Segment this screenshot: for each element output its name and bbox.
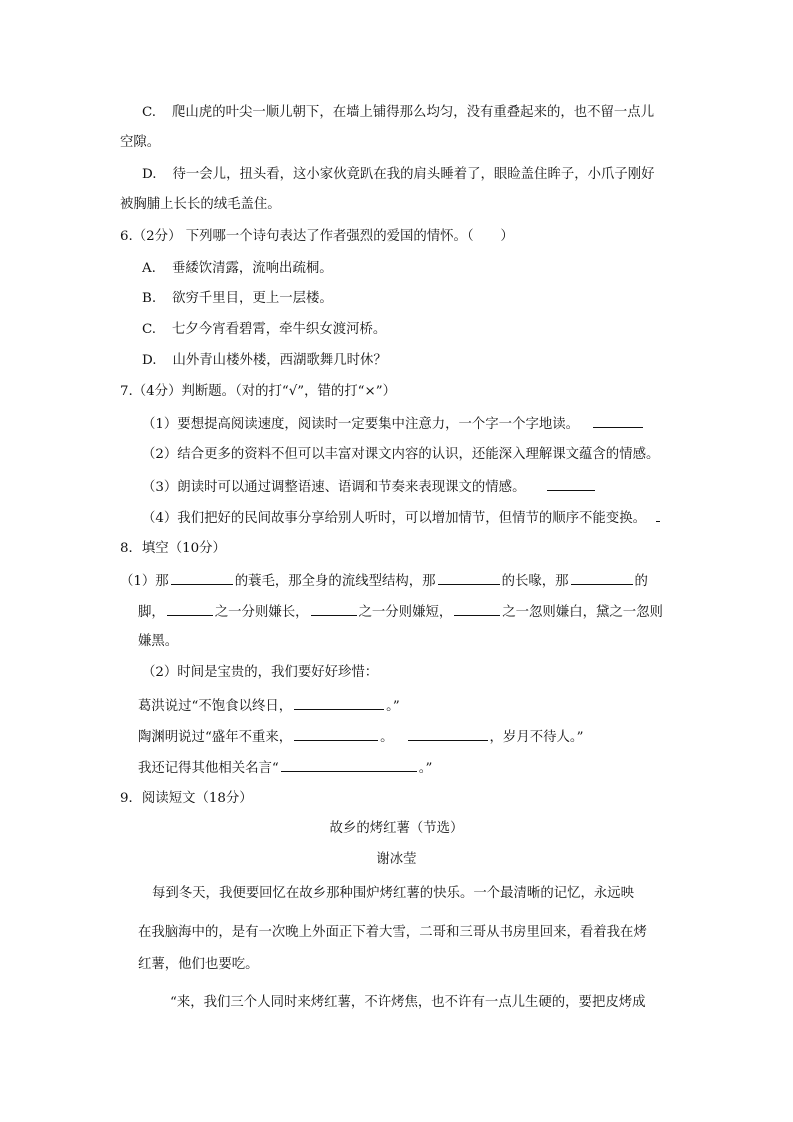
answer-blank[interactable]	[294, 696, 384, 710]
q7-item-3: （3）朗读时可以通过调整语速、语调和节奏来表现课文的情感。	[142, 477, 597, 497]
q7-item-2: （2）结合更多的资料不但可以丰富对课文内容的认识，还能深入理解课文蕴含的情感。	[142, 447, 660, 462]
q5-option-d: D. 待一会儿，扭头看，这小家伙竟趴在我的肩头睡着了，眼睑盖住眸子，小爪子刚好	[142, 167, 655, 182]
passage-author: 谢冰莹	[376, 852, 417, 867]
answer-blank[interactable]	[171, 571, 233, 585]
q8-p2-intro: （2）时间是宝贵的，我们要好好珍惜：	[142, 665, 379, 680]
passage-para1-line1: 每到冬天，我便要回忆在故乡那种围炉烤红薯的快乐。一个最清晰的记忆，永远映	[152, 886, 635, 901]
answer-blank[interactable]	[571, 571, 633, 585]
q9-stem: 9．阅读短文（18分）	[120, 791, 253, 806]
q8-p2-taoyuanming: 陶渊明说过“盛年不重来， 。 ，岁月不待人。”	[138, 727, 583, 747]
q7-item-1: （1）要想提高阅读速度，阅读时一定要集中注意力，一个字一个字地读。	[142, 414, 645, 434]
q5-option-d-cont: 被胸脯上长长的绒毛盖住。	[120, 197, 281, 212]
answer-blank[interactable]	[454, 602, 500, 616]
answer-blank[interactable]	[438, 571, 500, 585]
q6-option-a: A. 垂緌饮清露，流响出疏桐。	[142, 261, 333, 276]
q6-stem: 6.（2分） 下列哪一个诗句表达了作者强烈的爱国的情怀。（ ）	[120, 229, 514, 244]
q8-p1-line3: 嫌黑。	[138, 634, 179, 649]
answer-blank[interactable]	[547, 477, 595, 491]
answer-blank[interactable]	[311, 602, 357, 616]
q6-option-c: C. 七夕今宵看碧霄，牵牛织女渡河桥。	[142, 322, 387, 337]
answer-blank[interactable]	[656, 508, 660, 522]
q7-item-4: （4）我们把好的民间故事分享给别人听时，可以增加情节，但情节的顺序不能变换。	[142, 508, 662, 528]
passage-para1-line3: 红薯，他们也要吃。	[138, 957, 259, 972]
q8-p2-mine: 我还记得其他相关名言“ 。”	[138, 758, 432, 778]
answer-blank[interactable]	[167, 602, 213, 616]
q6-option-b: B. 欲穷千里目，更上一层楼。	[142, 291, 333, 306]
q8-p1-line1: （1）那 的蓑毛，那全身的流线型结构，那 的长喙，那 的	[120, 571, 648, 591]
q8-stem: 8．填空（10分）	[120, 541, 226, 556]
q5-option-c-cont: 空隙。	[120, 135, 161, 150]
q5-option-c: C. 爬山虎的叶尖一顺儿朝下，在墙上铺得那么均匀，没有重叠起来的，也不留一点儿	[142, 105, 655, 120]
passage-title: 故乡的烤红薯（节选）	[329, 821, 464, 836]
q7-stem: 7.（4分）判断题。（对的打“√”，错的打“×”）	[120, 384, 396, 399]
q8-p1-line2: 脚， 之一分则嫌长， 之一分则嫌短， 之一忽则嫌白，黛之一忽则	[138, 602, 663, 622]
q8-p2-gehong: 葛洪说过“不饱食以终日， 。”	[138, 696, 400, 716]
answer-blank[interactable]	[281, 758, 417, 772]
passage-para1-line2: 在我脑海中的，是有一次晚上外面正下着大雪，二哥和三哥从书房里回来，看着我在烤	[138, 925, 647, 940]
answer-blank[interactable]	[408, 727, 488, 741]
answer-blank[interactable]	[593, 414, 643, 428]
answer-blank[interactable]	[294, 727, 378, 741]
q6-option-d: D. 山外青山楼外楼，西湖歌舞几时休？	[142, 353, 387, 368]
passage-para2-line1: “来，我们三个人同时来烤红薯，不许烤焦，也不许有一点儿生硬的，要把皮烤成	[170, 995, 646, 1010]
